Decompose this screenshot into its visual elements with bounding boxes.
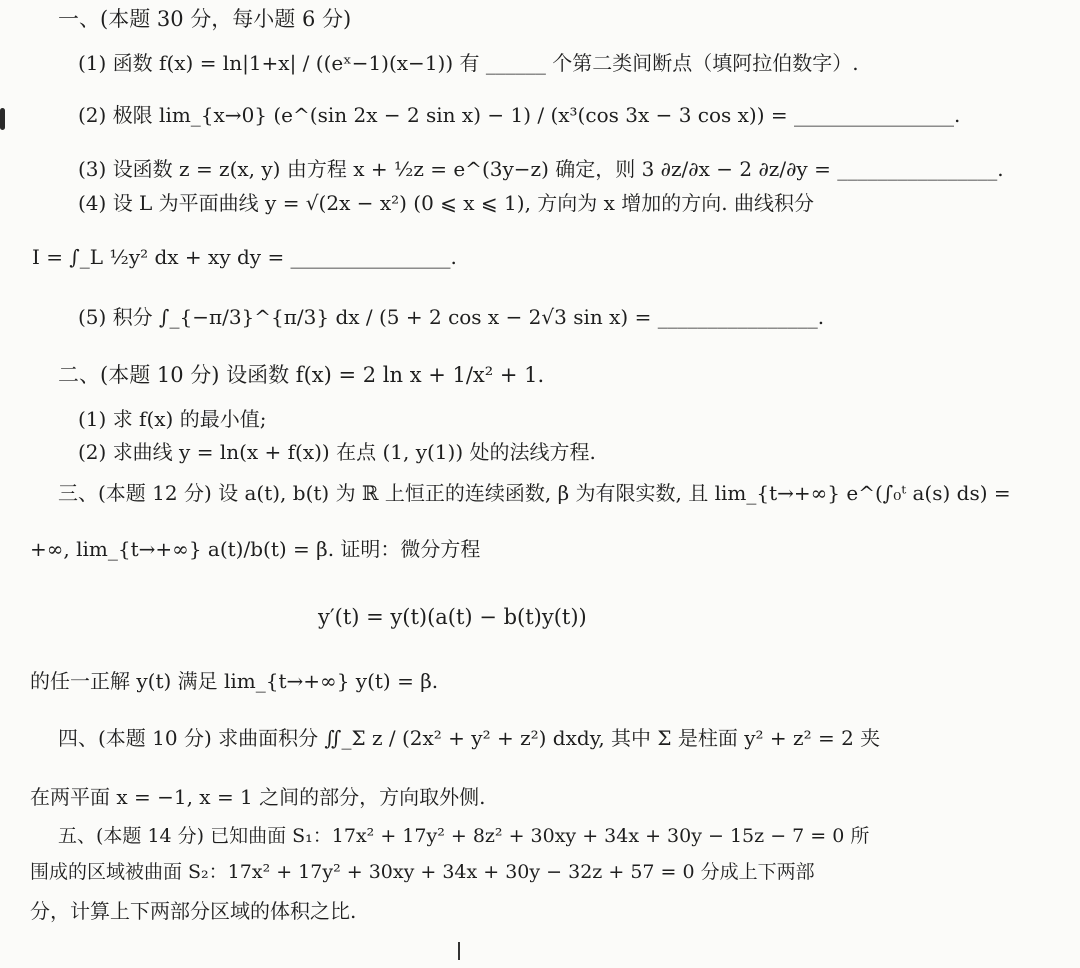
problem-1-3: (3) 设函数 z = z(x, y) 由方程 x + ½z = e^(3y−z) 确定，则 3 ∂z/∂x − 2 ∂z/∂y = ________________. [78,157,1004,181]
problem-2-2: (2) 求曲线 y = ln(x + f(x)) 在点 (1, y(1)) 处的法线方程. [78,440,596,464]
section-2-heading: 二、(本题 10 分) 设函数 f(x) = 2 ln x + 1/x² + 1. [58,363,545,387]
section-4-heading: 四、(本题 10 分) 求曲面积分 ∬_Σ z / (2x² + y² + z²) dxdy, 其中 Σ 是柱面 y² + z² = 2 夹 [58,726,881,750]
problem-1-1: (1) 函数 f(x) = ln|1+x| / ((eˣ−1)(x−1)) 有 ______ 个第二类间断点（填阿拉伯数字）. [78,51,859,75]
problem-2-1: (1) 求 f(x) 的最小值; [78,407,267,431]
problem-5-cont: 围成的区域被曲面 S₂：17x² + 17y² + 30xy + 34x + 30y − 32z + 57 = 0 分成上下两部 [30,861,815,883]
section-5-heading: 五、(本题 14 分) 已知曲面 S₁：17x² + 17y² + 8z² + 30xy + 34x + 30y − 15z − 7 = 0 所 [58,825,870,847]
problem-1-2: (2) 极限 lim_{x→0} (e^(sin 2x − 2 sin x) − 1) / (x³(cos 3x − 3 cos x)) = ________________. [78,103,961,127]
section-1-heading: 一、(本题 30 分，每小题 6 分) [58,7,352,31]
page-number-mark [458,942,460,960]
problem-5-end: 分，计算上下两部分区域的体积之比. [30,899,357,923]
problem-1-5: (5) 积分 ∫_{−π/3}^{π/3} dx / (5 + 2 cos x − 2√3 sin x) = ________________. [78,305,825,329]
problem-4-cont: 在两平面 x = −1, x = 1 之间的部分，方向取外侧. [30,785,486,809]
section-3-heading: 三、(本题 12 分) 设 a(t), b(t) 为 ℝ 上恒正的连续函数, β 为有限实数, 且 lim_{t→+∞} e^(∫₀ᵗ a(s) ds) = [58,481,1011,505]
problem-1-4-integral: I = ∫_L ½y² dx + xy dy = ________________. [32,245,457,269]
problem-3-equation: y′(t) = y(t)(a(t) − b(t)y(t)) [318,605,587,629]
binding-hole-mark [0,108,5,130]
problem-1-4: (4) 设 L 为平面曲线 y = √(2x − x²) (0 ⩽ x ⩽ 1), 方向为 x 增加的方向. 曲线积分 [78,191,814,215]
problem-3-conclusion: 的任一正解 y(t) 满足 lim_{t→+∞} y(t) = β. [30,669,439,693]
problem-3-cont: +∞, lim_{t→+∞} a(t)/b(t) = β. 证明：微分方程 [30,537,481,561]
